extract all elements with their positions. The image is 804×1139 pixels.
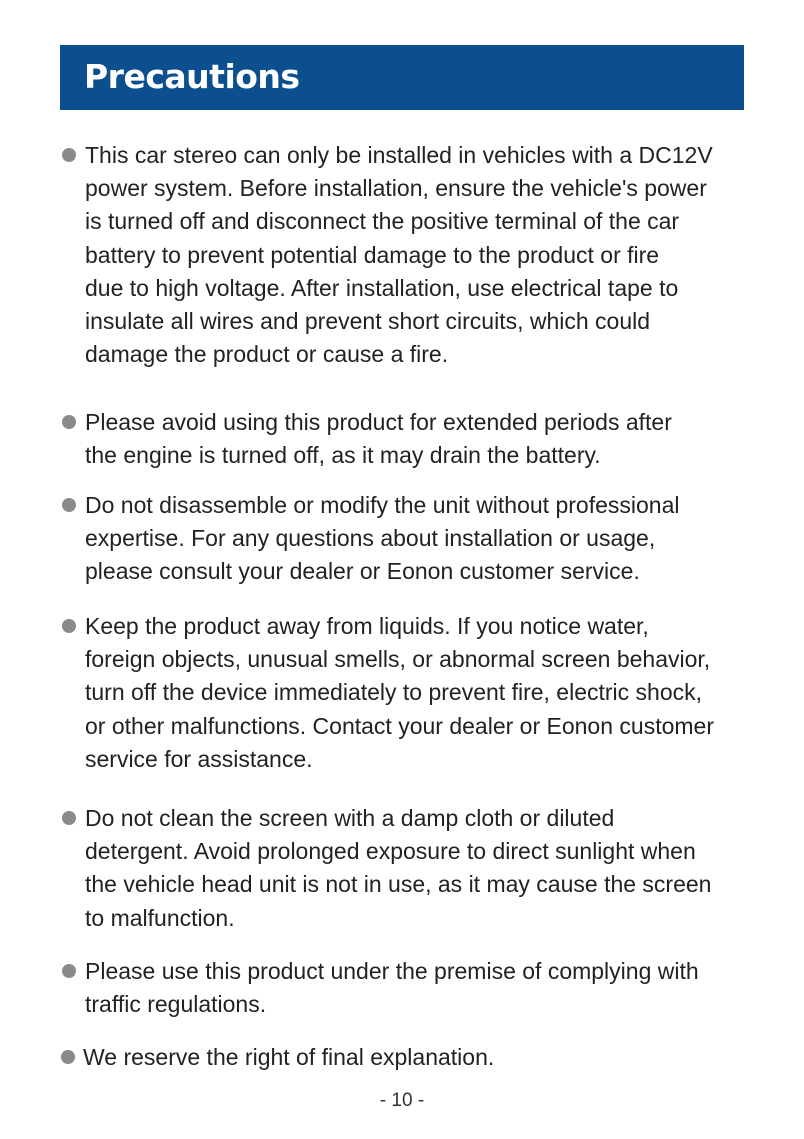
bullet-icon <box>62 498 76 512</box>
item-text-line: is turned off and disconnect the positive terminal of the car <box>85 208 680 235</box>
list-item <box>85 610 714 776</box>
item-text-line: the engine is turned off, as it may drain the battery. <box>85 442 601 469</box>
item-text-line: service for assistance. <box>85 745 313 772</box>
item-text-line: We reserve the right of final explanation. <box>83 1044 495 1070</box>
list-item <box>85 489 679 589</box>
item-text-line: Do not disassemble or modify the unit without professional <box>85 492 680 518</box>
item-text-line: due to high voltage. After installation, use electrical tape to <box>85 274 679 301</box>
item-text-line: Do not clean the screen with a damp cloth or diluted <box>85 805 615 831</box>
item-text-line: damage the product or cause a fire. <box>85 341 449 368</box>
bullet-icon <box>62 964 76 978</box>
item-text-line: Keep the product away from liquids. If you notice water, <box>85 613 649 639</box>
page-number: - 10 - <box>379 1090 425 1111</box>
item-text-line: the vehicle head unit is not in use, as it may cause the screen <box>85 871 712 898</box>
item-text-line: expertise. For any questions about installation or usage, <box>85 525 656 552</box>
item-text-line: insulate all wires and prevent short circuits, which could <box>85 308 651 335</box>
list-item <box>85 139 713 371</box>
list-item <box>85 406 672 472</box>
bullet-icon <box>62 415 76 429</box>
item-text-line: traffic regulations. <box>85 991 267 1018</box>
item-text-line: turn off the device immediately to prevent fire, electric shock, <box>85 679 703 706</box>
item-text-line: power system. Before installation, ensure the vehicle's power <box>85 175 707 202</box>
item-text-line: battery to prevent potential damage to the product or fire <box>85 241 660 268</box>
bullet-icon <box>62 148 76 162</box>
list-item <box>85 955 699 1021</box>
item-text-line: to malfunction. <box>85 904 235 931</box>
page-title: Precautions <box>84 57 300 96</box>
item-text-line: Please use this product under the premise of complying with <box>85 958 699 984</box>
list-item <box>85 802 711 935</box>
bullet-icon <box>61 1050 75 1064</box>
item-text-line: Please avoid using this product for extended periods after <box>85 409 672 435</box>
item-text-line: or other malfunctions. Contact your dealer or Eonon customer <box>85 712 714 739</box>
item-text-line: detergent. Avoid prolonged exposure to direct sunlight when <box>85 838 696 865</box>
section-header-bar <box>60 45 744 110</box>
bullet-icon <box>62 619 76 633</box>
item-text-line: foreign objects, unusual smells, or abnormal screen behavior, <box>85 646 711 673</box>
list-item <box>83 1041 494 1074</box>
bullet-icon <box>62 811 76 825</box>
item-text-line: please consult your dealer or Eonon customer service. <box>85 558 640 585</box>
item-text-line: This car stereo can only be installed in vehicles with a DC12V <box>85 142 713 168</box>
